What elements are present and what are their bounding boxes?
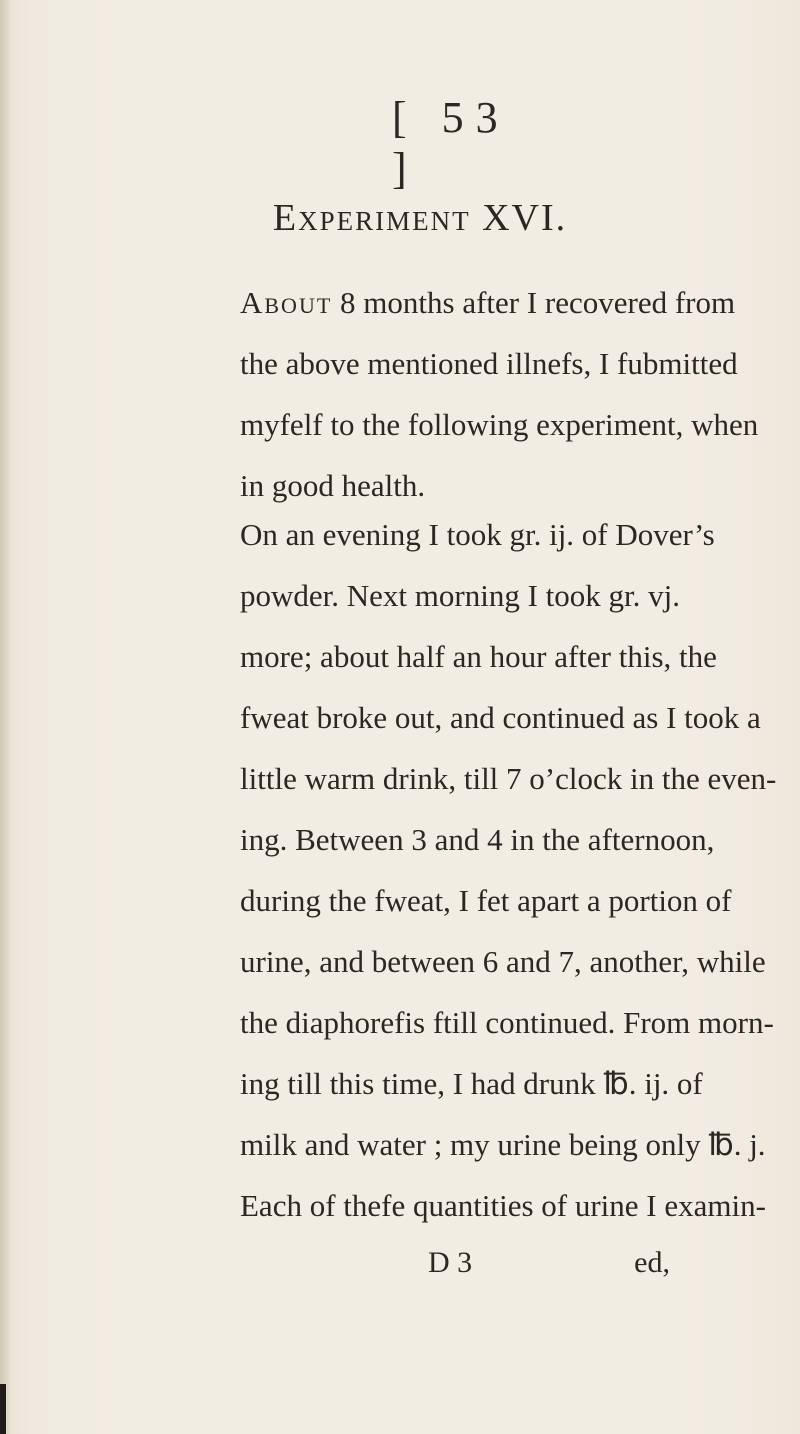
text-line: more; about half an hour after this, the bbox=[240, 639, 717, 674]
text-line: ing till this time, I had drunk ℔. ij. of bbox=[240, 1066, 703, 1101]
text-line: the diaphorefis ftill continued. From morn- bbox=[240, 1005, 774, 1040]
text-line: in good health. bbox=[240, 468, 426, 503]
text-line bbox=[240, 272, 736, 333]
page-footer bbox=[240, 1246, 680, 1286]
text-line: urine, and between 6 and 7, another, while bbox=[240, 944, 766, 979]
text-line: the above mentioned illnefs, I fubmitted bbox=[240, 346, 738, 381]
page-heading: Experiment XVI. bbox=[272, 197, 568, 239]
text-line: during the fweat, I fet apart a portion of bbox=[240, 883, 732, 918]
text-line-content: 8 months after I recovered from bbox=[340, 285, 736, 320]
catchword: ed, bbox=[634, 1246, 670, 1279]
paragraph-2 bbox=[240, 504, 777, 1236]
text-line: fweat broke out, and continued as I took a bbox=[240, 700, 761, 735]
text-line: milk and water ; my urine being only ℔. j. bbox=[240, 1127, 766, 1162]
text-line: On an evening I took gr. ij. of Dover’s bbox=[240, 517, 715, 552]
text-line: ing. Between 3 and 4 in the afternoon, bbox=[240, 822, 715, 857]
signature-mark: D 3 bbox=[428, 1246, 473, 1279]
text-line: myfelf to the following experiment, when bbox=[240, 407, 759, 442]
text-line: little warm drink, till 7 o’clock in the even- bbox=[240, 761, 777, 796]
page-number: [ 53 ] bbox=[392, 93, 510, 193]
text-line: powder. Next morning I took gr. vj. bbox=[240, 578, 680, 613]
paragraph-1 bbox=[240, 272, 759, 516]
scan-edge-mark bbox=[0, 1384, 6, 1434]
text-line: Each of thefe quantities of urine I examin- bbox=[240, 1188, 766, 1223]
lead-word: About bbox=[240, 285, 333, 320]
